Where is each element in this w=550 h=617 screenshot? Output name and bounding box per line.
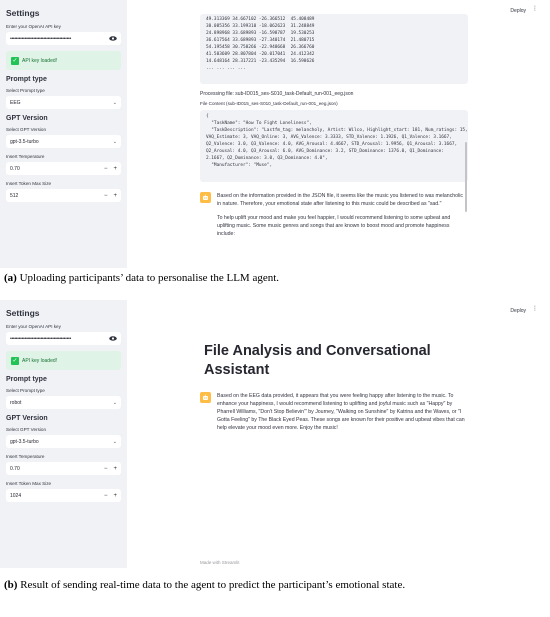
text-row: 54.195458 30.758266 -22.948668 26.366760 [206, 45, 315, 50]
text-row: "Manufacturer": "Muse", [206, 163, 273, 168]
minus-icon[interactable]: − [103, 165, 108, 172]
token-max-input[interactable] [6, 489, 121, 502]
token-max-value: 512 [10, 192, 19, 199]
text-row: Q2_Valence: 3.0, Q3_Valence: 4.0, AVG_Arousal: 4.4667, STD_Arousal: 1.9956, Q1_Arousal: 3.1667, [206, 142, 458, 147]
json-content-box [200, 110, 468, 182]
text-row: ... ... ... ... [206, 66, 246, 71]
api-key-value: •••••••••••••••••••••••••••••••••••••••••• [10, 335, 71, 342]
token-max-value: 1024 [10, 492, 22, 499]
sidebar [0, 0, 127, 268]
check-icon: ✓ [12, 57, 18, 64]
token-max-label: Insert Token Max Size [6, 481, 52, 486]
assistant-message-paragraph: Based on the EEG data provided, it appears that you were feeling happy after listening to the music. To enhance your happiness, I would recommend listening to uplifting and joyful music such as "Happy" by Pharrell Williams, "Don't Stop Believin'" by Journey, "Walking on Sunshine" by Katrina and the Waves, or "I Gotta Feeling" by The Black Eyed Peas. These songs are known for their positive and upbeat vibes that can help elevate your mood even more. Enjoy the music! [217, 393, 465, 431]
caption-text: Uploading participants’ data to personalise the LLM agent. [16, 272, 280, 284]
plus-icon[interactable]: + [113, 192, 117, 199]
api-key-input[interactable] [6, 332, 121, 345]
assistant-avatar-icon [200, 192, 211, 203]
chevron-down-icon: ⌄ [112, 138, 117, 145]
text-row: 14.648164 28.317221 -23.435294 16.598626 [206, 59, 315, 64]
api-key-status: API key loaded! [22, 57, 58, 64]
text-row: VAQ_Estimate: 3, VAQ_Online: 3, AVG_Valence: 3.3333, STD_Valence: 1.1926, Q1_Valence: 3.1667, [206, 135, 452, 140]
plus-icon[interactable]: + [113, 165, 117, 172]
gpt-select-label: Select GPT Version [6, 427, 47, 432]
temperature-label: Insert Temperature [6, 154, 45, 159]
gpt-version-select[interactable] [6, 435, 121, 448]
api-key-success-alert [6, 51, 121, 70]
text-row: { [206, 114, 209, 119]
text-row: 49.313369 34.667102 -26.366512 45.408489 [206, 17, 315, 22]
gpt-version-select[interactable] [6, 135, 121, 148]
plus-icon[interactable]: + [113, 492, 117, 499]
file-content-label: File Content (sub-ID015_ses-S010_task-Default_run-001_eeg.json) [200, 101, 338, 106]
scrollbar[interactable] [465, 142, 467, 212]
prompt-section-title: Prompt type [6, 376, 47, 383]
sidebar [0, 300, 127, 568]
text-row: 38.085356 33.199310 -18.062623 31.248849 [206, 24, 315, 29]
token-max-input[interactable] [6, 189, 121, 202]
prompt-type-value: EEG [10, 99, 21, 106]
text-row: Q2_Arousal: 4.0, Q3_Arousal: 6.0, AVG_Dominance: 3.2, STD_Dominance: 1376.0, Q1_Dominance: [206, 149, 444, 154]
chevron-down-icon: ⌄ [112, 438, 117, 445]
main-content [200, 0, 468, 268]
panel-a-screenshot [0, 0, 550, 268]
api-key-input[interactable] [6, 32, 121, 45]
eye-icon[interactable] [109, 36, 117, 41]
eeg-data-table [200, 14, 468, 84]
temperature-input[interactable] [6, 462, 121, 475]
api-key-success-alert [6, 351, 121, 370]
gpt-section-title: GPT Version [6, 115, 48, 122]
temperature-label: Insert Temperature [6, 454, 45, 459]
caption-b [4, 578, 544, 593]
prompt-type-value: robot [10, 399, 22, 406]
caption-letter: (b) [4, 579, 18, 591]
text-row: 2.1667, Q2_Dominance: 3.0, Q3_Dominance: 4.0", [206, 156, 328, 161]
text-row: "TaskName": "How To Fight Loneliness", [206, 121, 312, 126]
caption-text: Result of sending real-time data to the agent to predict the participant’s emotional state. [17, 579, 406, 591]
kebab-menu-icon[interactable]: ⋮ [532, 306, 538, 312]
gpt-version-value: gpt-3.5-turbo [10, 138, 39, 145]
minus-icon[interactable]: − [103, 492, 108, 499]
temperature-value: 0.70 [10, 165, 20, 172]
api-key-label: Enter your OpenAI API key [6, 324, 61, 329]
prompt-select-label: Select Prompt type [6, 388, 45, 393]
temperature-value: 0.70 [10, 465, 20, 472]
gpt-select-label: Select GPT Version [6, 127, 47, 132]
main-content [200, 300, 468, 568]
api-key-label: Enter your OpenAI API key [6, 24, 61, 29]
processing-file-text: Processing file: sub-ID015_ses-S010_task-Default_run-001_eeg.json [200, 91, 354, 97]
temperature-input[interactable] [6, 162, 121, 175]
prompt-select-label: Select Prompt type [6, 88, 45, 93]
api-key-status: API key loaded! [22, 357, 58, 364]
assistant-message-paragraph: Based on the information provided in the JSON file, it seems like the music you listened to was melancholic in nature. Therefore, your emotional state after listening to this music could be described as "sad." [217, 193, 463, 207]
gpt-section-title: GPT Version [6, 415, 48, 422]
text-row: 24.898968 33.689893 -16.598787 19.530253 [206, 31, 315, 36]
assistant-message [200, 192, 468, 244]
chevron-down-icon: ⌄ [112, 399, 117, 406]
deploy-button[interactable]: Deploy [510, 8, 526, 14]
check-icon: ✓ [12, 357, 18, 364]
kebab-menu-icon[interactable]: ⋮ [532, 6, 538, 12]
assistant-message-paragraph: To help uplift your mood and make you feel happier, I would recommend listening to some upbeat and uplifting music. Some music genres and songs that are known to boost mood and promote happiness include: [217, 215, 451, 237]
caption-letter: (a) [4, 272, 17, 284]
gpt-version-value: gpt-3.5-turbo [10, 438, 39, 445]
minus-icon[interactable]: − [103, 465, 108, 472]
prompt-type-select[interactable] [6, 96, 121, 109]
token-max-label: Insert Token Max Size [6, 181, 52, 186]
sidebar-title: Settings [6, 308, 40, 318]
minus-icon[interactable]: − [103, 192, 108, 199]
sidebar-title: Settings [6, 8, 40, 18]
prompt-type-select[interactable] [6, 396, 121, 409]
text-row: 36.617564 33.689893 -27.340174 21.480715 [206, 38, 315, 43]
made-with-streamlit-footer[interactable]: Made with Streamlit [200, 560, 240, 565]
deploy-button[interactable]: Deploy [510, 308, 526, 314]
api-key-value: •••••••••••••••••••••••••••••••••••••••••• [10, 35, 71, 42]
chevron-down-icon: ⌄ [112, 99, 117, 106]
assistant-message [200, 392, 468, 438]
prompt-section-title: Prompt type [6, 76, 47, 83]
panel-b-screenshot [0, 300, 550, 568]
text-row: "TaskDescription": "Lastfm_tag: melancholy, Artist: Wilco, Highlight_start: 181, Num_ratings: 15, [206, 128, 468, 133]
plus-icon[interactable]: + [113, 465, 117, 472]
page-title: File Analysis and Conversational Assistant [204, 343, 431, 378]
assistant-avatar-icon [200, 392, 211, 403]
caption-a [4, 271, 279, 286]
text-row: 41.503609 28.807804 -20.017041 24.412342 [206, 52, 315, 57]
eye-icon[interactable] [109, 336, 117, 341]
